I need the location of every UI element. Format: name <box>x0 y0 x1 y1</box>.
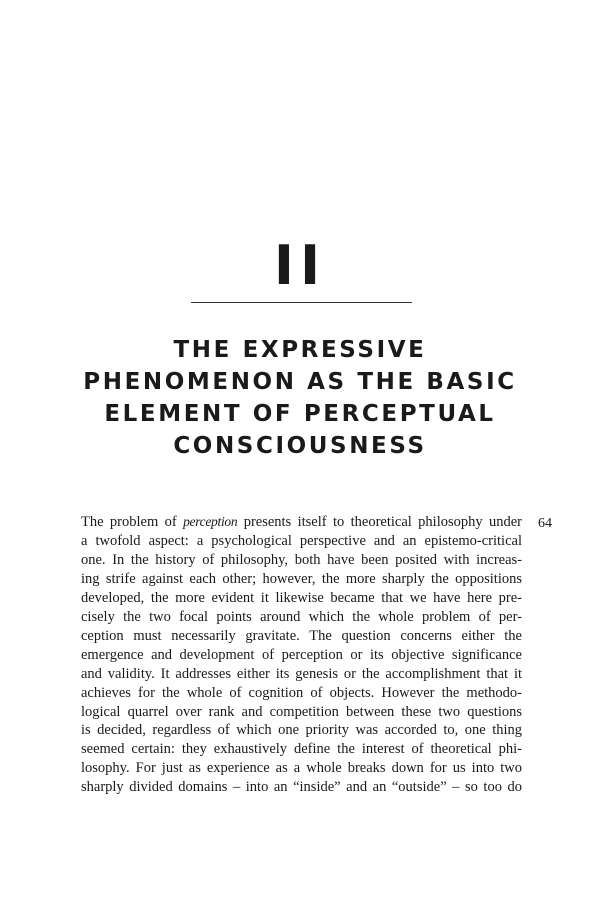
paragraph-line: emergence and development of perception or its objective significance <box>81 646 522 663</box>
body-paragraph <box>81 513 522 797</box>
paragraph-line: developed, the more evident it likewise became that we have here pre- <box>81 589 522 606</box>
paragraph-line: ception must necessarily gravitate. The question concerns either the <box>81 627 522 644</box>
paragraph-line <box>81 513 522 532</box>
chapter-title-line: THE EXPRESSIVE <box>173 337 427 363</box>
paragraph-line: losophy. For just as experience as a whole breaks down for us into two <box>81 760 522 777</box>
paragraph-line: a twofold aspect: a psychological perspective and an epistemo-critical <box>81 532 522 549</box>
paragraph-line: ing strife against each other; however, the more sharply the oppositions <box>81 570 522 587</box>
chapter-divider <box>191 302 412 303</box>
paragraph-line: sharply divided domains – into an “inside” and an “outside” – so too do <box>81 779 522 796</box>
chapter-title-line: ELEMENT OF PERCEPTUAL <box>104 401 496 427</box>
chapter-title-line: PHENOMENON AS THE BASIC <box>83 369 517 395</box>
paragraph-line: achieves for the whole of cognition of objects. However the methodo- <box>81 684 522 701</box>
chapter-number: II <box>273 234 327 297</box>
paragraph-line: and validity. It addresses either its genesis or the accomplishment that it <box>81 665 522 682</box>
paragraph-line: one. In the history of philosophy, both have been posited with increas- <box>81 551 522 568</box>
paragraph-line: cisely the two focal points around which the whole problem of per- <box>81 608 522 625</box>
paragraph-line: is decided, regardless of which one priority was accorded to, one thing <box>81 722 522 739</box>
margin-page-reference: 64 <box>538 516 552 531</box>
emphasized-term: perception <box>183 514 238 529</box>
paragraph-line: logical quarrel over rank and competition between these two questions <box>81 703 522 720</box>
chapter-title-line: CONSCIOUSNESS <box>173 433 427 459</box>
chapter-title <box>60 334 540 462</box>
paragraph-line: seemed certain: they exhaustively define the interest of theoretical phi- <box>81 741 522 758</box>
text-run: presents itself to theoretical philosophy under <box>237 514 522 530</box>
text-run: The problem of <box>81 514 184 530</box>
